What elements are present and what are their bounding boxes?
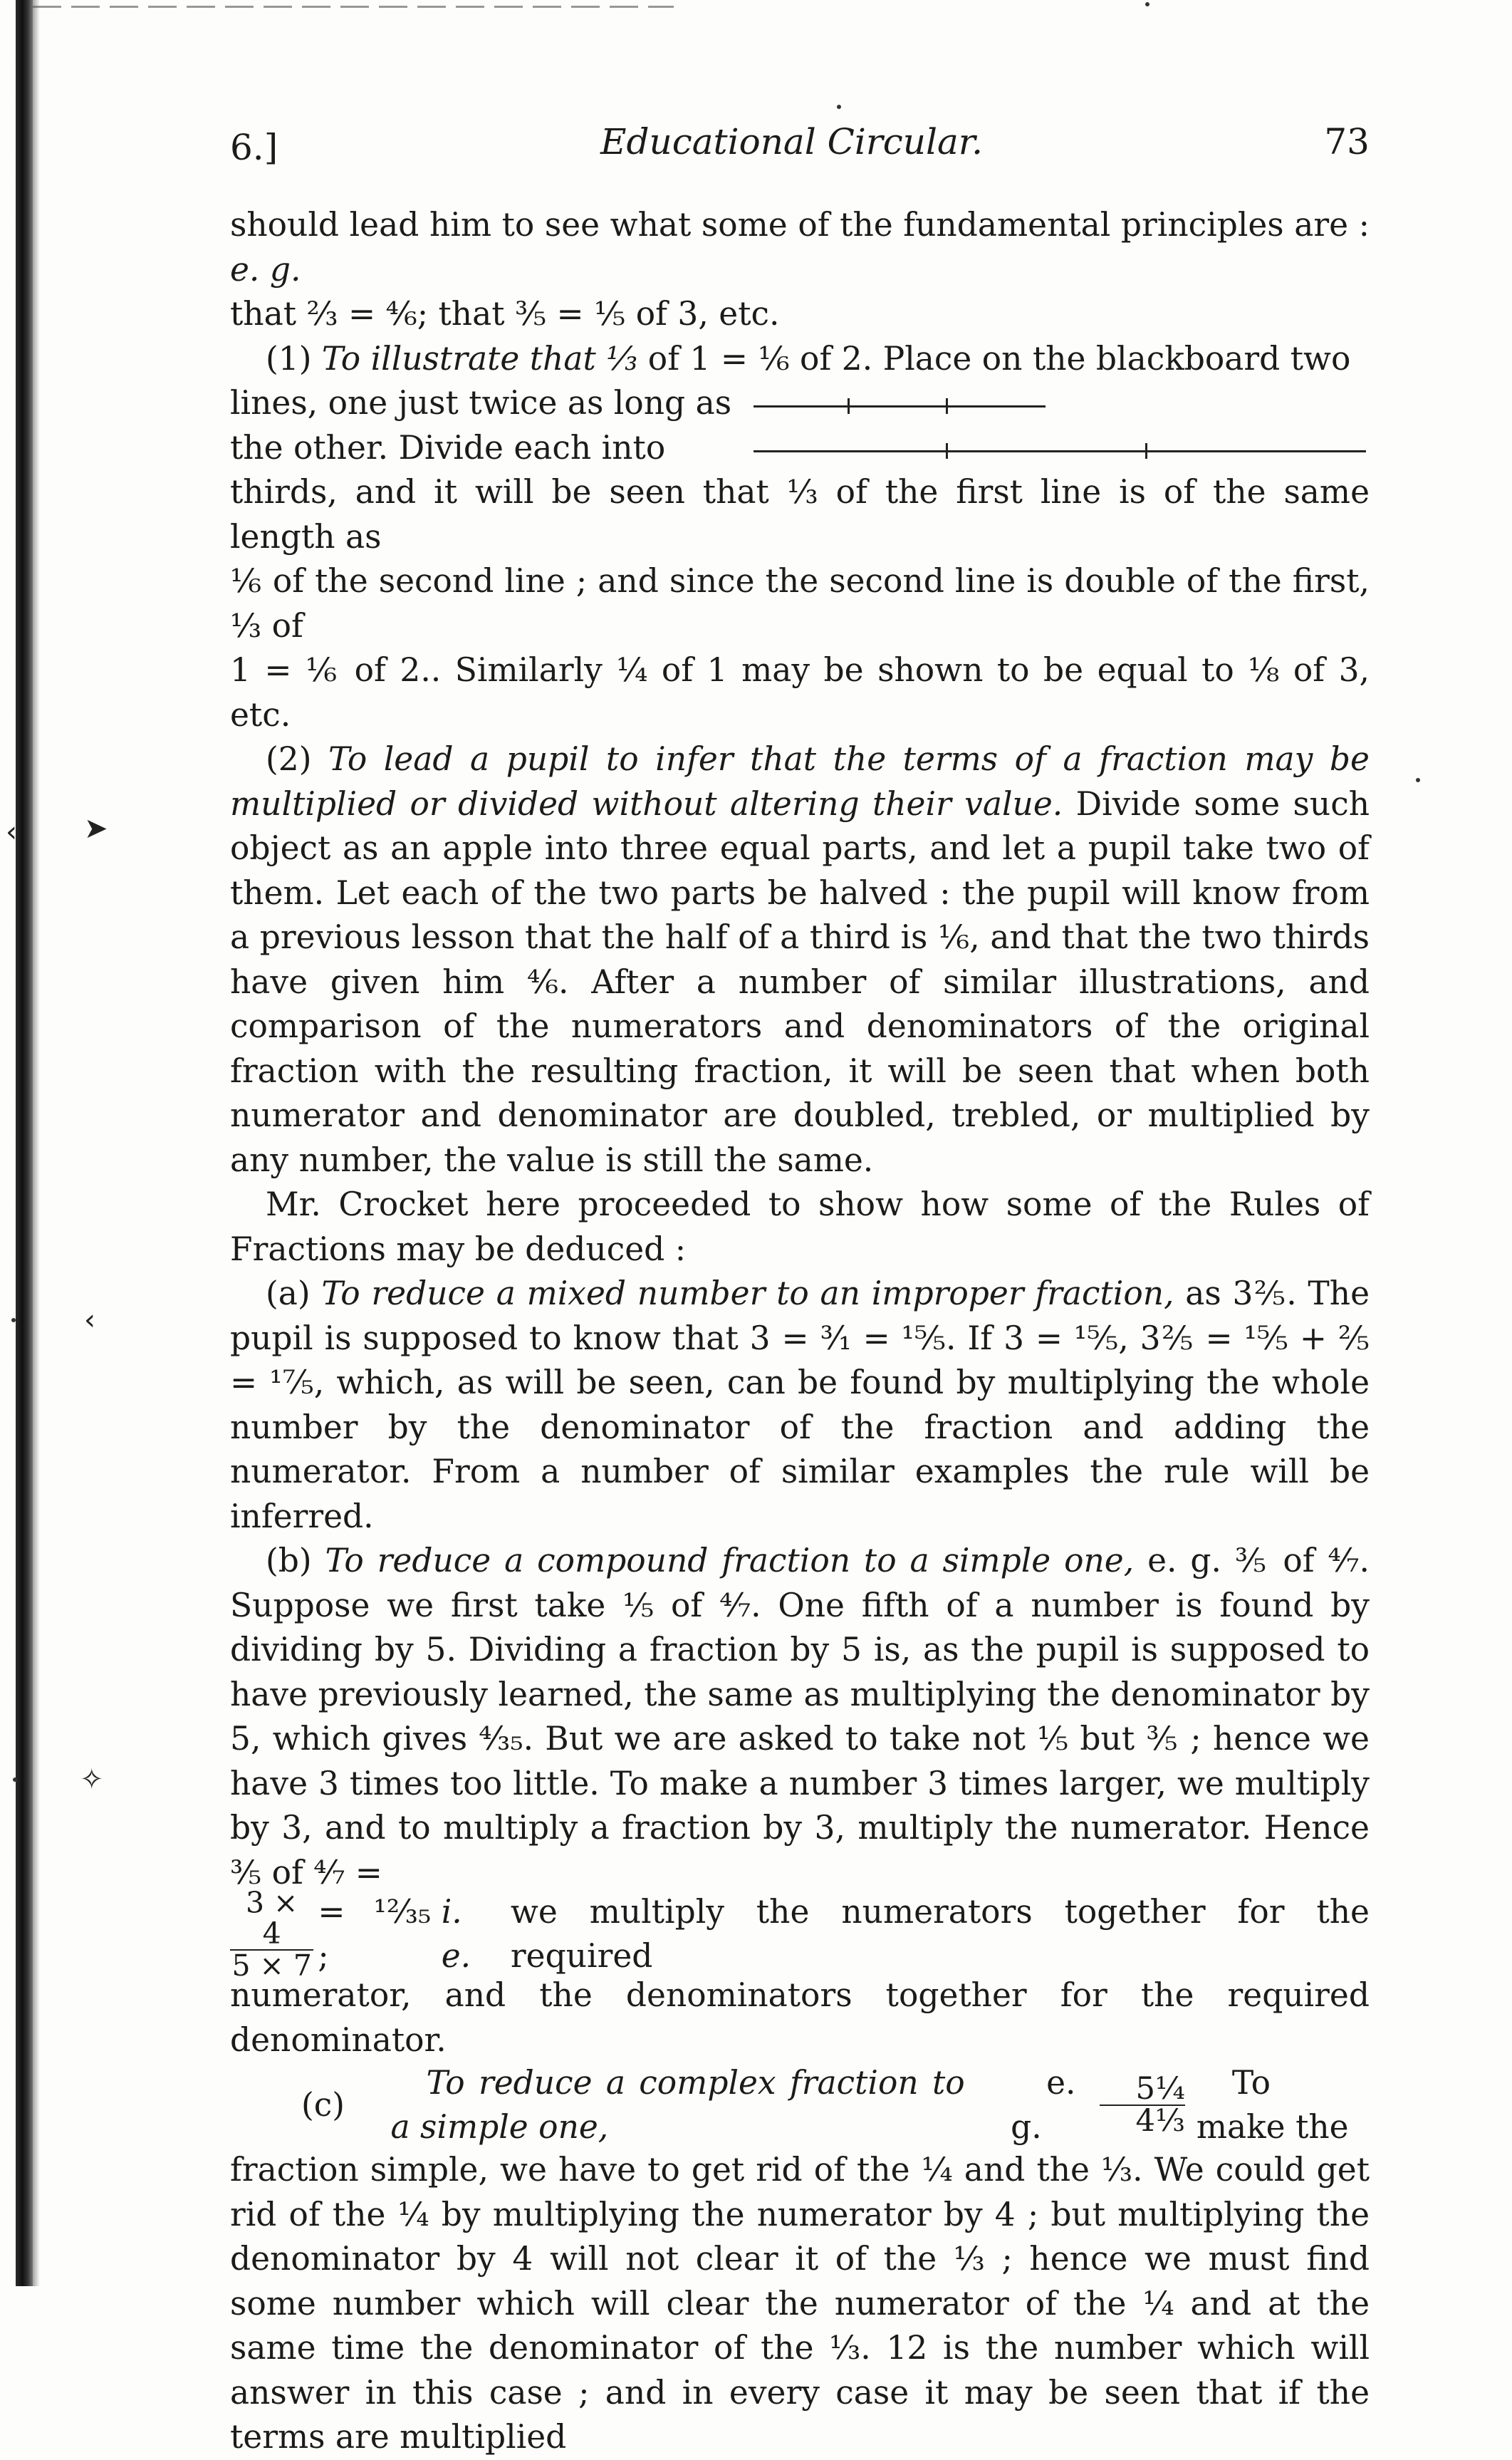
paragraph-line: thirds, and it will be seen that ⅓ of the first line is of the same length as (230, 473, 1370, 556)
paragraph: that ⅔ = ⁴⁄₆; that ⅗ = ⅕ of 3, etc. (230, 295, 780, 333)
fraction: ⅓ (606, 339, 638, 378)
section-heading: To lead a pupil to infer that the terms of a fraction may be multiplied or divided without altering their value. (230, 740, 1370, 823)
section-a-paragraph: (a) To reduce a mixed number to an improper fraction, as 3⅖. The pupil is supposed to know that 3 = ³⁄₁ = ¹⁵⁄₅. If 3 = ¹⁵⁄₅, 3⅖ = ¹⁵⁄₅ + ⅖ = ¹⁷⁄₅, which, as will be seen, can be found by multiplying the whole number by the denominator of the fraction and adding the numerator. From a number of similar examples the rule will be inferred. (230, 1275, 1370, 1535)
top-page-edge (33, 6, 674, 8)
section-heading: To reduce a complex fraction to a simple one, (390, 2063, 965, 2146)
segment-tick (946, 443, 948, 459)
section-b-paragraph: (b) To reduce a compound fraction to a simple one, e. g. ⅗ of ⁴⁄₇. Suppose we first take ⅕ of ⁴⁄₇. One fifth of a number is found by dividing by 5. Dividing a fraction by 5 is, as the pupil is supposed to have previously learned, the same as multiplying the denominator by 5, which gives ⁴⁄₃₅. But we are asked to take not ⅕ but ⅗ ; hence we have 3 times too little. To make a number 3 times larger, we multiply by 3, and to multiply a fraction by 3, multiply the numerator. Hence ⅗ of ⁴⁄₇ = (230, 1542, 1370, 1891)
page-body (230, 203, 1370, 2460)
margin-dot (13, 1777, 17, 1782)
stacked-fraction: $\frac{3 \times 4}{5 \times 7}$ (230, 1888, 313, 1981)
short-line-segment (754, 405, 1046, 408)
section-2-paragraph: (2) To lead a pupil to infer that the terms of a fraction may be multiplied or divided without altering their value. Divide some such object as an apple into three equal parts, and let a pupil take two of them. Let each of the two parts be halved : the pupil will know from a previous lesson that the half of a third is ⅙, and that the two thirds have given him ⁴⁄₆. After a number of similar illustrations, and comparison of the numerators and denominators of the original fraction with the resulting fraction, it will be seen that when both numerator and denominator are doubled, trebled, or multiplied by any number, the value is still the same. (230, 740, 1370, 1179)
margin-mark-arrow: ➤ (84, 812, 108, 845)
segment-tick (848, 398, 850, 414)
page-number: 73 (1324, 121, 1370, 162)
margin-dot (1145, 2, 1149, 6)
paragraph-line: 1 = ⅙ of 2.. Similarly ¼ of 1 may be shown to be equal to ⅛ of 3, etc. (230, 651, 1370, 734)
line-diagram-row-2: the other. Divide each into (230, 426, 1370, 471)
equation: ⅗ = ⅕ (514, 295, 626, 333)
section-heading: To reduce a compound fraction to a simple one, (325, 1542, 1135, 1579)
section-heading: To illustrate that (321, 339, 596, 378)
equation-line: $\frac{3 \times 4}{5 \times 7}$ = ¹²⁄₃₅ ; i. e. we multiply the numerators together for the required (230, 1895, 1370, 1973)
paragraph: should lead him to see what some of the fundamental principles are : e. g. (230, 206, 1370, 289)
paragraph: Mr. Crocket here proceeded to show how some of the Rules of Fractions may be deduced : (230, 1185, 1370, 1268)
paragraph: fraction simple, we have to get rid of the ¼ and the ⅓. We could get rid of the ¼ by multiplying the numerator by 4 ; but multiplying the denominator by 4 will not clear it of the ⅓ ; hence we must find some number which will clear the numerator of the ¼ and at the same time the denominator of the ⅓. 12 is the number which will answer in this case ; and in every case it may be seen that if the terms are multiplied (230, 2151, 1370, 2456)
book-binding-edge (16, 0, 33, 2286)
paragraph-line: numerator, and the denominators together for the required denominator. (230, 1976, 1370, 2059)
page-header (230, 121, 1370, 178)
binding-shadow (33, 0, 40, 2286)
complex-fraction: $\frac{\text{5¼}}{\text{4⅓}}$ (1100, 2074, 1184, 2137)
section-1-heading-line: (1) To illustrate that ⅓ of 1 = ⅙ of 2. Place on the blackboard two (266, 339, 1351, 378)
chapter-number: 6.] (230, 127, 278, 168)
margin-mark-left-arrow: ‹ (6, 816, 17, 848)
section-c-heading-line: (c) To reduce a complex fraction to a simple one, e. g. $\frac{\text{5¼}}{\text{4⅓}}$ To make the (230, 2062, 1370, 2148)
margin-mark-arrow: ‹ (84, 1304, 95, 1337)
section-heading: To reduce a mixed number to an improper fraction, (321, 1275, 1174, 1312)
margin-dot (1416, 778, 1420, 782)
abbreviation: e. g. (230, 250, 301, 289)
long-line-segment (754, 450, 1366, 452)
segment-tick (1145, 443, 1147, 459)
margin-mark-hand: ✧ (80, 1763, 104, 1796)
running-title: Educational Circular. (600, 121, 984, 162)
margin-dot (837, 105, 841, 109)
margin-dot (11, 1318, 16, 1322)
paragraph-line: ⅙ of the second line ; and since the second line is double of the first, ⅓ of (230, 562, 1370, 645)
segment-tick (946, 398, 948, 414)
line-diagram-row-1: lines, one just twice as long as (230, 381, 1370, 426)
equation: ⅔ = ⁴⁄₆ (306, 295, 417, 333)
